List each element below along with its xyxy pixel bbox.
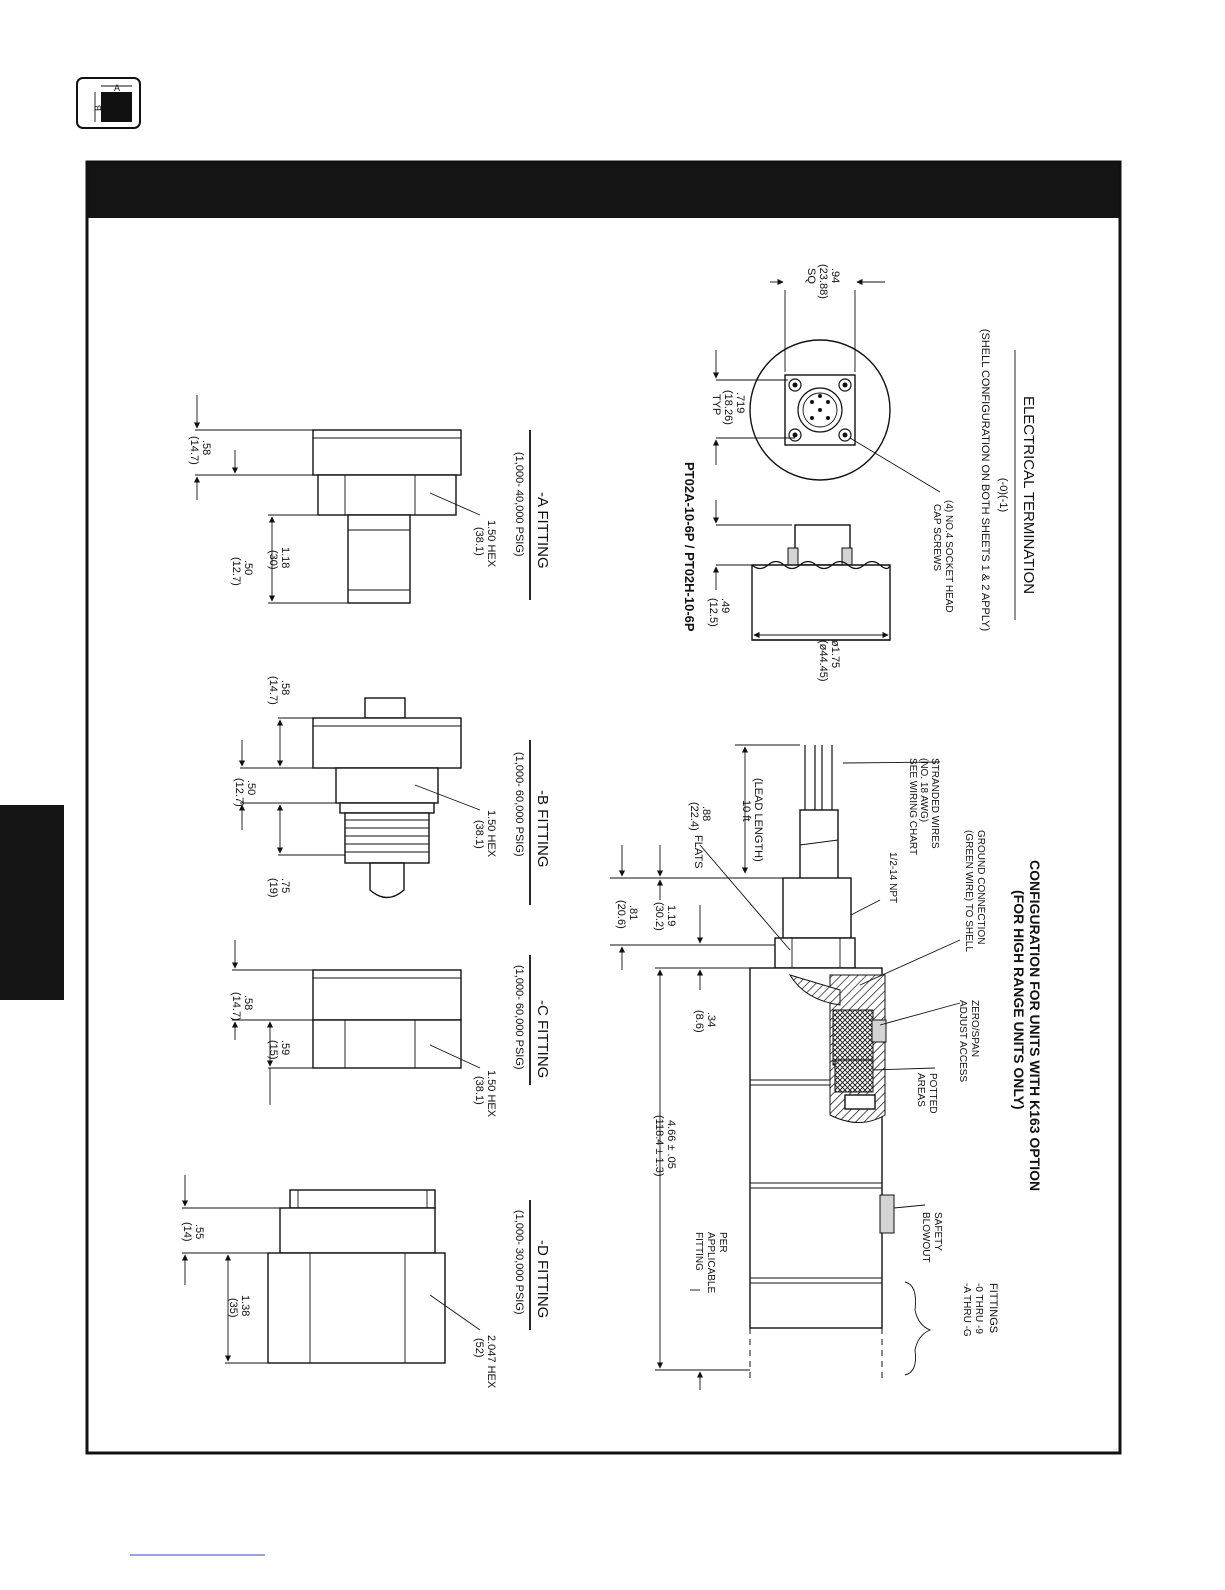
wires-label-1: STRANDED WIRES xyxy=(929,758,940,849)
dim-119-metric: (30.2) xyxy=(653,902,665,931)
dim-sq-metric: (23.88) xyxy=(817,264,829,299)
fitting-b-range: (1,000- 60,000 PSIG) xyxy=(513,752,525,857)
fitting-c-d2-metric: (15) xyxy=(267,1040,279,1060)
fitting-a-d1: .58 xyxy=(200,440,212,456)
fitting-d-d1-metric: (14) xyxy=(181,1222,193,1242)
dim-sq-label: SQ xyxy=(805,268,817,284)
fitting-c-hex-metric: (38.1) xyxy=(473,1076,485,1105)
dim-119-value: 1.19 xyxy=(665,905,677,927)
header-banner xyxy=(87,162,1120,218)
zero-label-2: ADJUST ACCESS xyxy=(957,1000,968,1083)
fitting-c-d1: .58 xyxy=(242,995,254,1011)
dim-81-metric: (20.6) xyxy=(615,900,627,929)
fitting-b-d1-metric: (14.7) xyxy=(267,676,279,705)
dim-dia-metric: (ø44.45) xyxy=(817,640,829,682)
fitting-d-title: -D FITTING xyxy=(534,1240,551,1319)
fitting-a-d1-metric: (14.7) xyxy=(188,436,200,465)
stranded-wires xyxy=(800,745,838,880)
fitting-b-hex-metric: (38.1) xyxy=(473,820,485,849)
fitting-b-title: -B FITTING xyxy=(534,790,551,868)
fitting-b-d3: .75 xyxy=(279,878,291,894)
dimension-box-icon xyxy=(77,78,140,128)
flats-metric: (22.4) xyxy=(688,802,700,831)
dim-dia-value: ø1.75 xyxy=(829,640,841,669)
fitting-a-range: (1,000- 40,000 PSIG) xyxy=(513,452,525,557)
fitting-a-title: -A FITTING xyxy=(534,492,551,569)
fittings-label-3: -A THRU -G xyxy=(961,1283,972,1337)
fitting-b-d1: .58 xyxy=(279,680,291,696)
npt-fitting xyxy=(775,878,855,968)
dim-len-metric: (12.5) xyxy=(707,598,719,627)
dim-81-value: .81 xyxy=(627,905,639,921)
lead-label: (LEAD LENGTH) xyxy=(752,778,764,862)
fitting-a-hex: 1.50 HEX xyxy=(485,520,497,568)
dim-len-value: .49 xyxy=(719,598,731,614)
cap-screws-label-2: CAP SCREWS xyxy=(931,504,942,572)
fitting-a xyxy=(188,395,551,603)
fitting-c-d1-metric: (14.7) xyxy=(230,992,242,1021)
dim-typ-value: .719 xyxy=(734,392,746,414)
wires-label-3: SEE WIRING CHART xyxy=(907,758,918,856)
fitting-b xyxy=(233,676,551,905)
dim-typ-metric: (18.26) xyxy=(722,390,734,425)
connector-end-view xyxy=(750,340,890,480)
fitting-d-range: (1,000- 30,000 PSIG) xyxy=(513,1210,525,1315)
k163-subtitle: (FOR HIGH RANGE UNITS ONLY) xyxy=(1011,890,1027,1110)
fittings-label-1: FITTINGS xyxy=(987,1283,999,1334)
transducer-housing xyxy=(750,968,894,1380)
icon-letter-b: B xyxy=(93,104,103,112)
fitting-d-d2-metric: (35) xyxy=(227,1298,239,1318)
dim-sq-value: .94 xyxy=(829,268,841,284)
wires-label-2: (NO. 18 AWG) xyxy=(918,758,929,823)
potted-label-2: AREAS xyxy=(915,1073,926,1107)
k163-title-block xyxy=(1011,860,1043,1191)
fitting-b-d2: .50 xyxy=(245,780,257,796)
fitting-note-2: APPLICABLE xyxy=(705,1232,716,1294)
ground-label-2: (GREEN WIRE) TO SHELL xyxy=(963,830,974,952)
dim-466-metric: (118.4 ± 1.3) xyxy=(653,1115,665,1177)
fitting-a-d2: 1.18 xyxy=(279,547,291,569)
fitting-b-d3-metric: (19) xyxy=(267,878,279,898)
dim-466-value: 4.66 ± .05 xyxy=(665,1120,677,1169)
ground-label-1: GROUND CONNECTION xyxy=(975,830,986,945)
lead-value: 10 ft xyxy=(740,800,752,822)
dim-34-metric: (8.6) xyxy=(693,1010,705,1033)
k163-title: CONFIGURATION FOR UNITS WITH K163 OPTION xyxy=(1027,860,1043,1192)
blowout-label-2: BLOWOUT xyxy=(920,1212,931,1263)
flats-value: .88 xyxy=(700,806,712,822)
electrical-termination-title-block xyxy=(979,329,1037,631)
fitting-note-1: PER xyxy=(717,1232,728,1253)
dim-lead-length xyxy=(735,745,800,873)
electrical-termination-subtitle: (-0)(-1) xyxy=(997,477,1009,513)
zero-label-1: ZERO/SPAN xyxy=(969,1000,980,1058)
fitting-note-3: FITTING xyxy=(693,1232,704,1271)
fitting-a-d3-metric: (12.7) xyxy=(230,557,242,586)
icon-letter-a: A xyxy=(113,83,121,93)
fitting-c xyxy=(230,940,551,1118)
fitting-d-d1: .55 xyxy=(193,1224,205,1240)
fitting-c-d2: .59 xyxy=(279,1040,291,1056)
electrical-termination-note: (SHELL CONFIGURATION ON BOTH SHEETS 1 & 2 APPLY) xyxy=(979,328,991,632)
fitting-d-d2: 1.38 xyxy=(239,1295,251,1317)
fitting-c-range: (1,000- 60,000 PSIG) xyxy=(513,965,525,1070)
fitting-b-hex: 1.50 HEX xyxy=(485,810,497,858)
npt-label: 1/2-14 NPT xyxy=(887,852,898,904)
side-tab xyxy=(0,805,64,1000)
fitting-b-d2-metric: (12.7) xyxy=(233,778,245,807)
fitting-a-d3: .50 xyxy=(242,560,254,576)
dim-34-value: .34 xyxy=(705,1012,717,1028)
dim-typ-label: TYP xyxy=(710,394,722,416)
fitting-d xyxy=(181,1175,551,1389)
connector-part-number: PT02A-10-6P / PT02H-10-6P xyxy=(682,462,697,632)
fitting-c-title: -C FITTING xyxy=(534,1000,551,1079)
dim-dia xyxy=(752,635,888,682)
cap-screws-label-1: (4) NO.4 SOCKET HEAD xyxy=(943,500,954,613)
fitting-c-hex: 1.50 HEX xyxy=(485,1070,497,1118)
fitting-a-hex-metric: (38.1) xyxy=(473,527,485,556)
fitting-d-hex: 2.047 HEX xyxy=(485,1335,497,1389)
potted-label-1: POTTED xyxy=(927,1073,938,1114)
fittings-label-2: -0 THRU -9 xyxy=(973,1283,984,1334)
flats-label: FLATS xyxy=(692,835,704,869)
fitting-a-d2-metric: (30) xyxy=(267,550,279,570)
fitting-d-hex-metric: (52) xyxy=(473,1338,485,1358)
blowout-label-1: SAFETY xyxy=(932,1212,943,1251)
connector-side-view xyxy=(752,525,890,640)
electrical-termination-title: ELECTRICAL TERMINATION xyxy=(1020,395,1037,595)
